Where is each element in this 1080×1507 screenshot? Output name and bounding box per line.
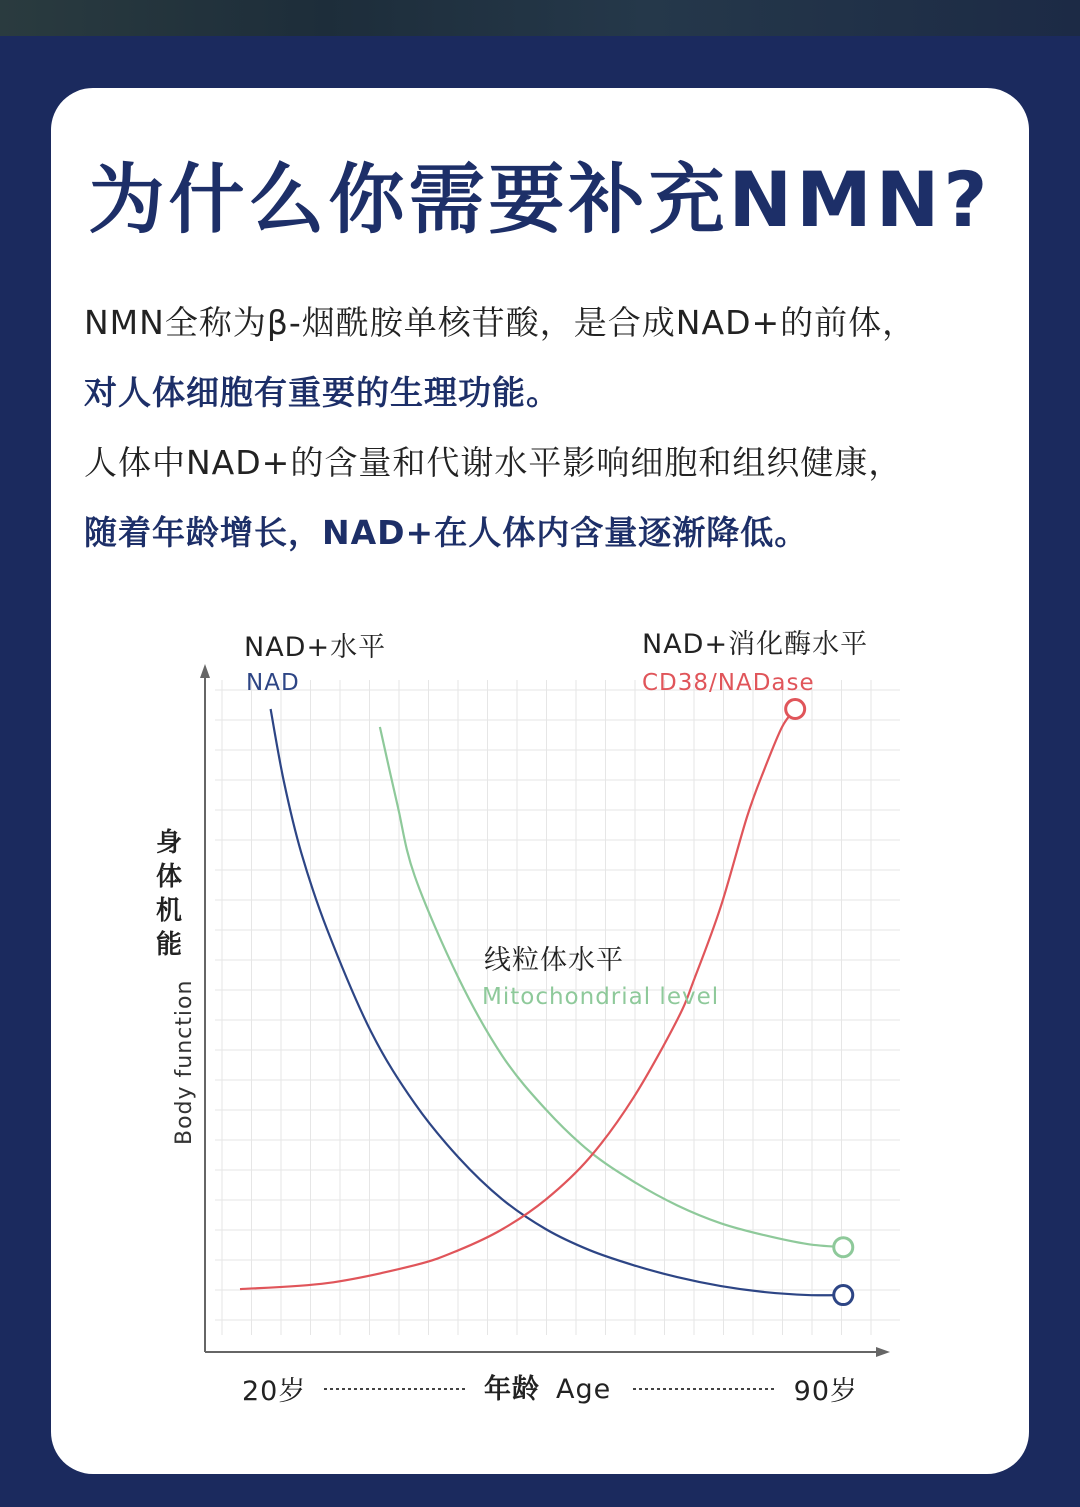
y-axis-label-cn: 身 体 机 能 xyxy=(155,828,182,960)
series-label-cd38-en: CD38/NADase xyxy=(642,670,815,696)
x-axis-label-en: Age xyxy=(556,1374,612,1405)
y-axis-label-en: Body function xyxy=(172,979,197,1145)
series-label-nad: NAD+水平 xyxy=(244,632,387,663)
x-axis-label-cn: 年龄 xyxy=(484,1374,540,1405)
intro-line-2: 对人体细胞有重要的生理功能。 xyxy=(84,373,560,412)
y-axis-arrow xyxy=(200,664,210,678)
x-end-label: 90岁 xyxy=(793,1376,858,1407)
intro-line-1: NMN全称为β-烟酰胺单核苷酸，是合成NAD+的前体， xyxy=(84,303,917,342)
series-label-nad-en: NAD xyxy=(246,670,300,696)
x-start-label: 20岁 xyxy=(242,1376,307,1407)
intro-line-4: 随着年龄增长，NAD+在人体内含量逐渐降低。 xyxy=(84,513,809,552)
cd38-end-marker xyxy=(786,700,805,719)
intro-line-3: 人体中NAD+的含量和代谢水平影响细胞和组织健康， xyxy=(84,443,903,482)
page-title: 为什么你需要补充NMN? xyxy=(88,155,992,244)
series-label-mito-en: Mitochondrial level xyxy=(482,984,720,1010)
series-label-cd38: NAD+消化酶水平 xyxy=(642,629,869,660)
nad-end-marker xyxy=(834,1286,853,1305)
x-axis-arrow xyxy=(876,1347,890,1357)
series-label-mito: 线粒体水平 xyxy=(484,945,624,976)
mito-end-marker xyxy=(834,1238,853,1257)
